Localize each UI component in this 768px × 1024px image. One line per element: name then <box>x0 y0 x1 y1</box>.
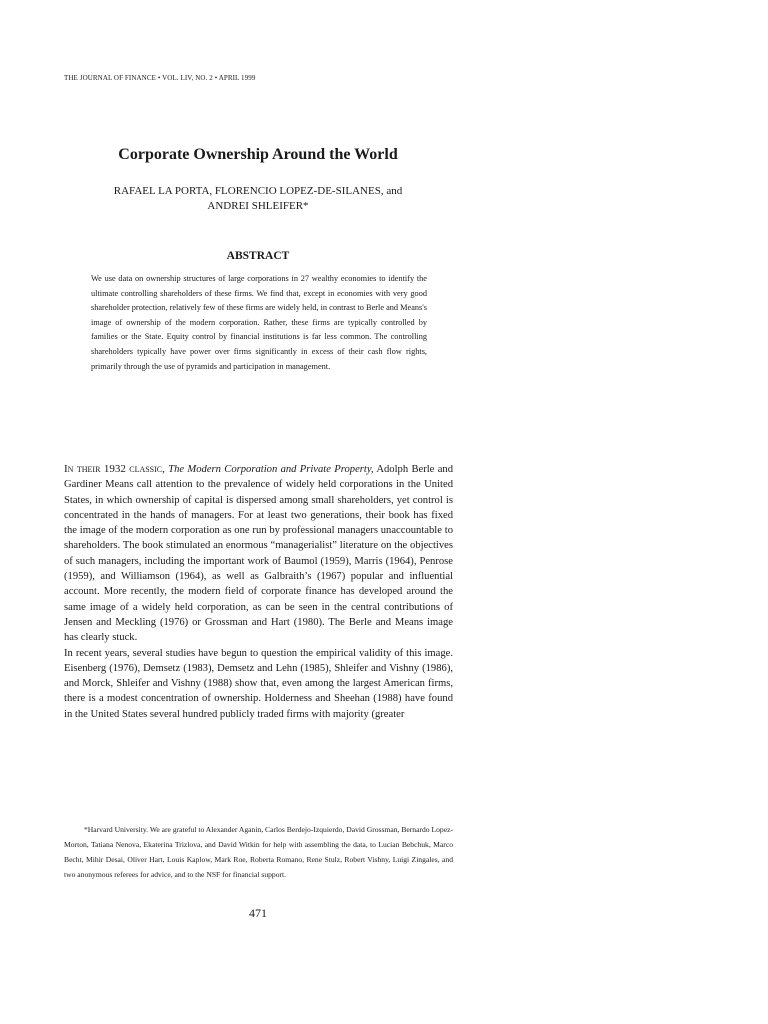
page-number: 471 <box>249 906 267 920</box>
author-footnote: *Harvard University. We are grateful to Alexander Aganin, Carlos Berdejo-Izquierdo, David Grossman, Bernardo Lopez-Morton, Tatiana Nenova, Ekaterina Trizlova, and David Witkin for help with assembling the data, to Lucian Bebchuk, Marco Becht, Mihir Desai, Oliver Hart, Louis Kaplow, Mark Roe, Roberta Romano, Rene Stulz, Robert Vishny, Luigi Zingales, and two anonymous referees for advice, and to the NSF for financial support. <box>64 825 453 879</box>
body-text <box>64 462 453 722</box>
journal-header: THE JOURNAL OF FINANCE • VOL. LIV, NO. 2 • APRIL 1999 <box>64 74 256 82</box>
authors-line-1: RAFAEL LA PORTA, FLORENCIO LOPEZ-DE-SILANES, and <box>113 185 403 197</box>
abstract-heading: ABSTRACT <box>226 250 290 262</box>
paragraph-lead: In their 1932 classic, <box>64 463 165 475</box>
paragraph-1-rest: Adolph Berle and Gardiner Means call attention to the prevalence of widely held corporations in the United States, in which ownership of capital is dispersed among small shareholders, yet control is concentrated in the hands of managers. For at least two generations, their book has fixed the image of the modern corporation as one run by professional managers unaccountable to shareholders. The book stimulated an enormous “managerialist” literature on the objectives of such managers, including the important work of Baumol (1959), Marris (1964), Penrose (1959), and Williamson (1964), as well as Galbraith’s (1967) popular and influential account. More recently, the modern field of corporate finance has developed around the same image of a widely held corporation, as can be seen in the central contributions of Jensen and Meckling (1976) or Grossman and Hart (1980). The Berle and Means image has clearly stuck. <box>64 464 453 644</box>
body-paragraph-2: In recent years, several studies have begun to question the empirical validity of this image. Eisenberg (1976), Demsetz (1983), Demsetz and Lehn (1985), Shleifer and Vishny (1986), and Morck, Shleifer and Vishny (1988) show that, even among the largest American firms, there is a modest concentration of ownership. Holderness and Sheehan (1988) have found in the United States several hundred publicly traded firms with majority (greater <box>64 647 453 720</box>
author-list <box>64 184 452 214</box>
abstract-text: We use data on ownership structures of large corporations in 27 wealthy economies to identify the ultimate controlling shareholders of these firms. We find that, except in economies with very good shareholder protection, relatively few of these firms are widely held, in contrast to Berle and Means's image of ownership of the modern corporation. Rather, these firms are typically controlled by families or the State. Equity control by financial institutions is far less common. The controlling shareholders typically have power over firms significantly in excess of their cash flow rights, primarily through the use of pyramids and participation in management. <box>91 274 427 371</box>
article-title: Corporate Ownership Around the World <box>118 146 398 163</box>
authors-line-2: ANDREI SHLEIFER* <box>207 200 309 212</box>
body-paragraph-1 <box>64 462 453 646</box>
book-title: The Modern Corporation and Private Property, <box>168 464 374 475</box>
